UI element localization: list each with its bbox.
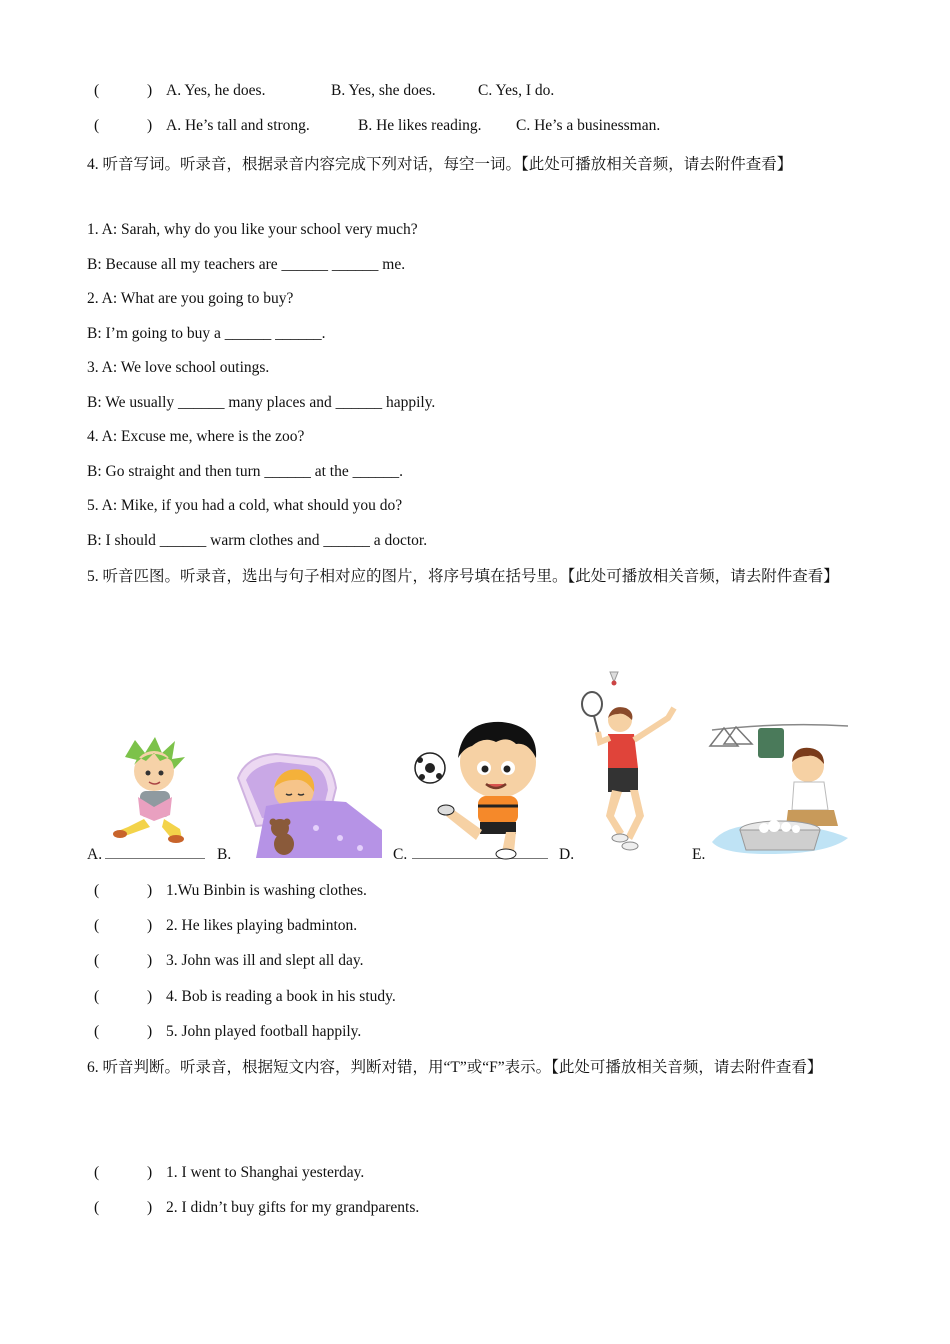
picture-label-c: C. [393, 846, 408, 863]
answer-paren-close: ) [147, 1023, 153, 1040]
answer-paren-open: ( [94, 1199, 100, 1216]
boy-playing-football-illustration [410, 718, 550, 860]
match-item-text: 4. Bob is reading a book in his study. [166, 988, 396, 1005]
picture-underline [105, 858, 205, 859]
dialog-line: B: I’m going to buy a ______ ______. [87, 325, 326, 342]
match-item-text: 3. John was ill and slept all day. [166, 952, 364, 969]
answer-paren-open: ( [94, 82, 100, 99]
answer-paren-open: ( [94, 1023, 100, 1040]
section5-heading: 5. 听音匹图。听录音，选出与句子相对应的图片，将序号填在括号里。【此处可播放相关音频，请去附件查看】 [87, 568, 839, 585]
answer-paren-close: ) [147, 1164, 153, 1181]
option-a: A. He’s tall and strong. [166, 117, 310, 134]
answer-paren-open: ( [94, 952, 100, 969]
dialog-line: 5. A: Mike, if you had a cold, what should you do? [87, 497, 403, 514]
answer-paren-close: ) [147, 82, 153, 99]
boy-playing-badminton-illustration [578, 668, 680, 860]
boy-reading-book-illustration [110, 735, 195, 843]
picture-label-d: D. [559, 846, 575, 863]
answer-paren-close: ) [147, 882, 153, 899]
option-a: A. Yes, he does. [166, 82, 266, 99]
option-b: B. Yes, she does. [331, 82, 436, 99]
match-item-text: 2. He likes playing badminton. [166, 917, 358, 934]
picture-label-a: A. [87, 846, 103, 863]
dialog-line: 2. A: What are you going to buy? [87, 290, 294, 307]
dialog-line: 4. A: Excuse me, where is the zoo? [87, 428, 305, 445]
dialog-line: 3. A: We love school outings. [87, 359, 270, 376]
option-b: B. He likes reading. [358, 117, 482, 134]
answer-paren-close: ) [147, 1199, 153, 1216]
dialog-line: 1. A: Sarah, why do you like your school very much? [87, 221, 418, 238]
judge-item-text: 2. I didn’t buy gifts for my grandparents. [166, 1199, 420, 1216]
dialog-line: B: We usually ______ many places and ______ happily. [87, 394, 436, 411]
option-c: C. Yes, I do. [478, 82, 555, 99]
boy-washing-clothes-illustration [708, 718, 856, 860]
section4-heading: 4. 听音写词。听录音，根据录音内容完成下列对话，每空一词。【此处可播放相关音频，请去附件查看】 [87, 156, 793, 173]
match-item-text: 1.Wu Binbin is washing clothes. [166, 882, 367, 899]
answer-paren-close: ) [147, 988, 153, 1005]
answer-paren-open: ( [94, 988, 100, 1005]
section6-heading: 6. 听音判断。听录音，根据短文内容，判断对错，用“T”或“F”表示。【此处可播放相关音频，请去附件查看】 [87, 1059, 823, 1076]
answer-paren-close: ) [147, 917, 153, 934]
answer-paren-close: ) [147, 952, 153, 969]
picture-label-b: B. [217, 846, 232, 863]
picture-label-e: E. [692, 846, 706, 863]
answer-paren-close: ) [147, 117, 153, 134]
answer-paren-open: ( [94, 882, 100, 899]
dialog-line: B: Because all my teachers are ______ ______ me. [87, 256, 406, 273]
dialog-line: B: Go straight and then turn ______ at the ______. [87, 463, 403, 480]
answer-paren-open: ( [94, 1164, 100, 1181]
judge-item-text: 1. I went to Shanghai yesterday. [166, 1164, 365, 1181]
answer-paren-open: ( [94, 117, 100, 134]
girl-sleeping-in-bed-illustration [236, 748, 382, 858]
answer-paren-open: ( [94, 917, 100, 934]
dialog-line: B: I should ______ warm clothes and ______ a doctor. [87, 532, 428, 549]
match-item-text: 5. John played football happily. [166, 1023, 362, 1040]
option-c: C. He’s a businessman. [516, 117, 661, 134]
